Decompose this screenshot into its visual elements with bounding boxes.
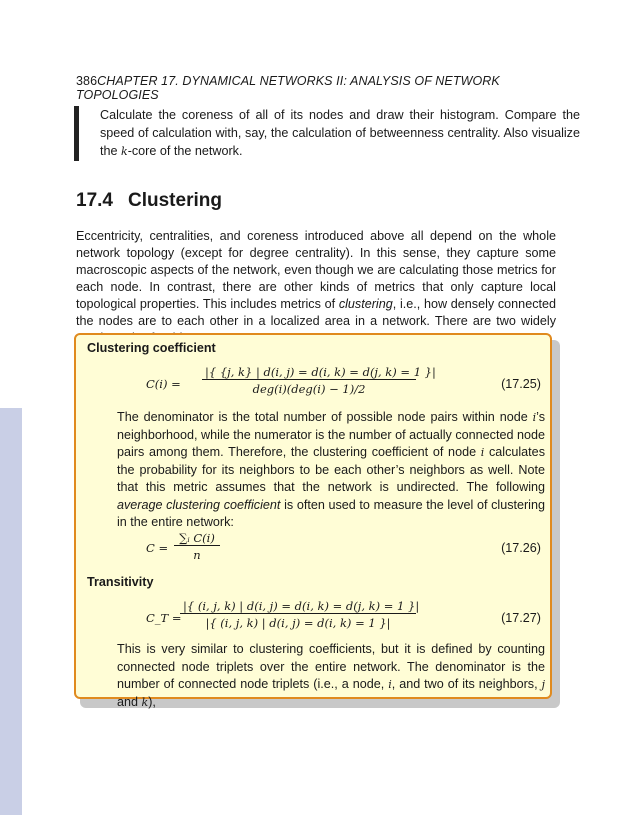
eq25-numerator: |{ {j, k} | d(i, j) = d(i, k) = d(j, k) = 1 }|	[202, 365, 416, 380]
page-number: 386	[76, 74, 98, 88]
eq25-denominator: deg(i)(deg(i) − 1)/2	[252, 382, 366, 396]
para2-text-1: This is very similar to clustering coefficients, but it is defined by counting connected node triplets over the entire network. The denominator is the number of connected node triplets (i.e., a node,	[117, 642, 545, 691]
para2-k: k	[141, 695, 149, 709]
para1-i-1: i	[532, 411, 537, 424]
equation-17-25	[146, 365, 546, 407]
eq26-fraction	[174, 531, 220, 562]
para1-i-2: i	[480, 446, 485, 459]
eq26-numerator: ∑ᵢ C(i)	[174, 531, 220, 546]
eq26-label: (17.26)	[501, 541, 541, 555]
k-symbol: k	[121, 145, 128, 158]
definition-box	[74, 333, 552, 709]
transitivity-heading: Transitivity	[87, 575, 154, 589]
exercise-text-2: -core of the network.	[127, 144, 243, 158]
equation-17-26	[146, 531, 546, 573]
exercise-block	[74, 106, 580, 161]
chapter-title: CHAPTER 17. DYNAMICAL NETWORKS II: ANALYSIS OF NETWORK TOPOLOGIES	[76, 74, 500, 102]
clustering-explanation	[117, 409, 545, 532]
running-header	[76, 74, 576, 102]
eq25-lhs: C(i) =	[146, 377, 181, 391]
section-heading	[76, 190, 222, 212]
para1-text-1: The denominator is the total number of possible node pairs within node	[117, 410, 533, 424]
para2-i: i	[388, 678, 392, 691]
eq26-lhs: C =	[146, 541, 169, 555]
para2-text-4: ),	[148, 694, 156, 709]
section-title: Clustering	[128, 190, 222, 211]
section-number: 17.4	[76, 190, 113, 211]
para2-text-3: and	[117, 694, 142, 709]
transitivity-explanation	[117, 641, 545, 711]
eq27-numerator: |{ (i, j, k) | d(i, j) = d(i, k) = d(j, k) = 1 }|	[180, 599, 416, 614]
side-margin-band	[0, 408, 22, 815]
para1-text-4: is often used to measure the level of clustering in the entire network:	[117, 497, 545, 529]
eq26-denominator: n	[193, 548, 201, 562]
para1-emphasis: average clustering coefficient	[117, 497, 281, 512]
eq27-fraction	[180, 599, 420, 630]
para2-text-2: , and two of its neighbors,	[391, 677, 542, 691]
eq27-denominator: |{ (i, j, k) | d(i, j) = d(i, k) = 1 }|	[205, 616, 391, 630]
equation-17-27	[146, 599, 546, 641]
para1-text-3: calculates the probability for its neighbors to be each other’s neighbors as well. Note that this metric assumes that the network is undirected. The following	[117, 445, 545, 494]
intro-text-2: , i.e., how densely connected the nodes are to each other in a localized area in a network. There are two widely	[76, 297, 556, 328]
eq27-lhs: C_T =	[146, 611, 182, 625]
para1-text-2: ’s neighborhood, while the numerator is the number of actually connected node pairs among them. Therefore, the clustering coefficient of node	[117, 410, 545, 459]
clustering-coefficient-heading: Clustering coefficient	[87, 341, 216, 355]
eq27-label: (17.27)	[501, 611, 541, 625]
exercise-text-1: Calculate the coreness of all of its nodes and draw their histogram. Compare the speed of calculation with, say, the calculation of betweenness centrality. Also visualize the	[100, 108, 580, 158]
para2-j: j	[541, 678, 545, 691]
eq25-label: (17.25)	[501, 377, 541, 391]
intro-emphasis: clustering	[338, 297, 393, 311]
eq25-fraction	[202, 365, 436, 396]
intro-text-1: Eccentricity, centralities, and coreness introduced above all depend on the whole network topology (except for degree centrality). In this sense, they capture some macroscopic aspects of the network, even though we are calculating those metrics for each node. In contrast, there are other kinds of metrics that only capture local topological properties. This includes metrics of	[76, 229, 556, 311]
intro-paragraph	[76, 228, 556, 347]
